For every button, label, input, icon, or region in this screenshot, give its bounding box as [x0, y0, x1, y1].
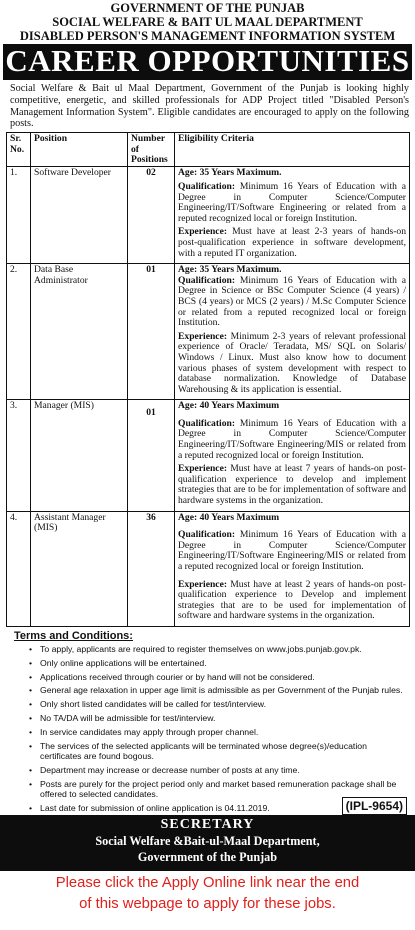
terms-list: [0, 644, 415, 813]
row-criteria: [175, 167, 410, 264]
row-criteria: [175, 511, 410, 626]
table-row: [7, 264, 410, 400]
row-experience: Must have at least 2 years of hands-on post-qualification experience to Develop and implement strategies that are to be used for implementation of software and hardware systems in the organization.: [178, 578, 406, 622]
jobs-table: [6, 132, 410, 627]
row-qualification: Minimum 16 Years of Education with a Degree in Computer Science/Computer Engineering/IT/Software Engineering or related from a reputed recognized local or foreign Institution.: [178, 181, 406, 224]
list-item: • Last date for submission of online application is 04.11.2019.: [0, 803, 407, 813]
row-qualification: Minimum 16 Years of Education with a Degree in Science or BSc Computer Science (4 years) / BCS (4 years) or MCS (2 years) / M.Sc Computer Science or related from a reputed recognized local or foreign Institution.: [178, 274, 406, 329]
experience-label: Experience:: [178, 578, 228, 590]
experience-label: Experience:: [178, 330, 228, 342]
footer-government: Government of the Punjab: [137, 850, 278, 864]
footer-secretary: [0, 815, 415, 871]
row-experience: Must have at least 2-3 years of hands-on post-qualification experience in software development, with a reputed IT organization.: [178, 226, 406, 259]
row-position: Software Developer: [31, 167, 128, 264]
row-qualification: Minimum 16 Years of Education with a Degree in Computer Science/Computer Engineering/IT/Software Engineering/MIS or related from a reputed recognized local or foreign Institution.: [178, 417, 406, 461]
header-position: Position: [31, 133, 128, 167]
list-item: • No TA/DA will be admissible for test/interview.: [0, 713, 407, 723]
row-position: Assistant Manager (MIS): [31, 511, 128, 626]
list-item: • Applications received through courier or by hand will not be considered.: [0, 672, 407, 682]
header-system: DISABLED PERSON'S MANAGEMENT INFORMATION SYSTEM: [19, 29, 396, 43]
row-number: 02: [128, 167, 175, 264]
header-number: Number of Positions: [128, 133, 175, 167]
header-sr: Sr. No.: [7, 133, 31, 167]
row-age: Age: 35 Years Maximum.: [178, 264, 282, 276]
notice-line-2: of this webpage to apply for these jobs.: [79, 896, 336, 912]
row-sr: 2.: [7, 264, 31, 400]
row-age: Age: 40 Years Maximum: [178, 400, 280, 412]
footer-department: Social Welfare &Bait-ul-Maal Department,: [95, 834, 320, 848]
ipl-code: (IPL-9654): [342, 797, 407, 815]
list-item: • In service candidates may apply through proper channel.: [0, 727, 407, 737]
row-sr: 1.: [7, 167, 31, 264]
career-banner: CAREER OPPORTUNITIES: [3, 44, 412, 80]
table-row: [7, 400, 410, 511]
apply-online-notice: [0, 873, 415, 915]
qualification-label: Qualification:: [178, 417, 236, 429]
list-item: • Department may increase or decrease number of posts at any time.: [0, 765, 407, 775]
row-position: Manager (MIS): [31, 400, 128, 511]
row-sr: 3.: [7, 400, 31, 511]
terms-title: Terms and Conditions:: [14, 629, 133, 642]
experience-label: Experience:: [178, 463, 228, 475]
intro-text: Social Welfare & Bait ul Maal Department, Government of the Punjab is looking highly competitive, energetic, and skilled professionals for ADP Project titled "Disabled Person's Management Information System". Eligible candidates are encouraged to apply on the following posts.: [10, 83, 409, 130]
row-qualification: Minimum 16 Years of Education with a Degree in Computer Science/Computer Engineering/IT/Software Engineering/MIS or related from a reputed recognized local or foreign Institution.: [178, 529, 406, 572]
qualification-label: Qualification:: [178, 274, 236, 286]
row-number: 36: [128, 511, 175, 626]
qualification-label: Qualification:: [178, 529, 236, 541]
table-row: [7, 511, 410, 626]
header-criteria: Eligibility Criteria: [175, 133, 410, 167]
notice-line-1: Please click the Apply Online link near the end: [55, 875, 360, 891]
table-header-row: [7, 133, 410, 167]
list-item: • General age relaxation in upper age limit is admissible as per Government of the Punjab rules.: [0, 685, 407, 695]
header-department: SOCIAL WELFARE & BAIT UL MAAL DEPARTMENT: [52, 15, 363, 29]
list-item: • To apply, applicants are required to register themselves on www.jobs.punjab.gov.pk.: [0, 644, 407, 654]
row-number: 01: [128, 264, 175, 400]
row-age: Age: 40 Years Maximum: [178, 511, 280, 523]
list-item: • Only online applications will be entertained.: [0, 658, 407, 668]
table-row: [7, 167, 410, 264]
list-item: • The services of the selected applicants will be terminated whose degree(s)/education certificates are found bogous.: [0, 741, 407, 762]
row-criteria: [175, 400, 410, 511]
list-item: • Posts are purely for the project period only and market based remuneration package shall be offered to selected candidates.: [0, 779, 407, 800]
list-item: • Only short listed candidates will be called for test/interview.: [0, 699, 407, 709]
row-age: Age: 35 Years Maximum.: [178, 167, 282, 179]
qualification-label: Qualification:: [178, 181, 236, 192]
row-criteria: [175, 264, 410, 400]
header-government: GOVERNMENT OF THE PUNJAB: [110, 1, 305, 15]
header: [0, 1, 415, 43]
row-experience: Must have at least 7 years of hands-on post-qualification experience to develop and implement strategies that are to be for implementation of software and hardware systems in the organization.: [178, 463, 406, 507]
row-experience: Minimum 2-3 years of relevant professional experience of Oracle/ Teradata, MS/ SQL on Solaris/ Windows / Linux. Must also know how to document various phases of system development with respect to database normalization. Knowledge of Database Warehousing & its application is essential.: [178, 330, 406, 395]
row-position: Data Base Administrator: [31, 264, 128, 400]
row-number: 01: [128, 400, 175, 511]
row-sr: 4.: [7, 511, 31, 626]
footer-title: SECRETARY: [160, 817, 255, 832]
experience-label: Experience:: [178, 226, 228, 238]
